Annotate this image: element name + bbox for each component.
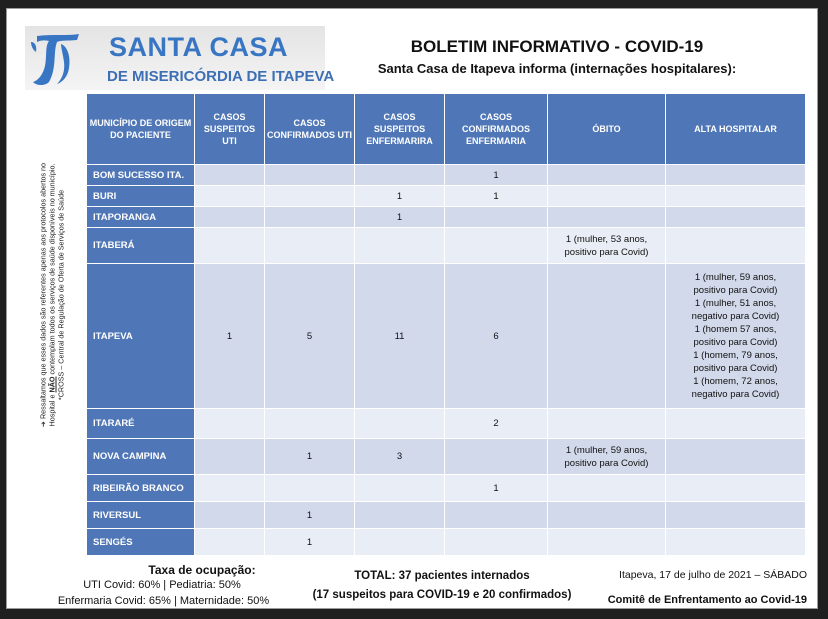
count-cell [195, 529, 265, 556]
count-cell [445, 207, 548, 228]
count-cell [195, 207, 265, 228]
count-cell: 1 [445, 475, 548, 502]
table-row [87, 186, 806, 207]
bulletin-title: BOLETIM INFORMATIVO - COVID-19 [410, 37, 704, 56]
count-cell [445, 439, 548, 475]
table-row [87, 475, 806, 502]
count-cell [195, 409, 265, 439]
death-cell [548, 264, 666, 409]
table-row [87, 409, 806, 439]
total-breakdown: (17 suspeitos para COVID-19 e 20 confirmados) [312, 589, 572, 601]
discharge-note-line: negativo para Covid) [691, 311, 780, 322]
table-row [87, 529, 806, 556]
death-note-line: 1 (mulher, 59 anos, [565, 444, 648, 456]
committee-name: Comitê de Enfrentamento ao Covid-19 [607, 594, 807, 606]
discharge-cell [666, 207, 806, 228]
discharge-note-line: 1 (mulher, 51 anos, [694, 298, 777, 309]
death-cell [548, 502, 666, 529]
death-note-line: positivo para Covid) [564, 457, 649, 469]
discharge-cell [666, 529, 806, 556]
discharge-cell [666, 475, 806, 502]
count-cell [265, 165, 355, 186]
discharge-cell [666, 439, 806, 475]
side-note-line-3: *CROSS – Central de Regulação de Oferta de Serviços de Saúde [56, 189, 66, 401]
discharge-cell [666, 186, 806, 207]
count-cell [195, 228, 265, 264]
count-cell [355, 529, 445, 556]
occupancy-line-1: UTI Covid: 60% | Pediatria: 50% [83, 579, 241, 591]
death-cell [548, 529, 666, 556]
municipality-cell: SENGÉS [87, 529, 195, 556]
count-cell: 1 [265, 529, 355, 556]
table-row [87, 165, 806, 186]
bulletin-date: Itapeva, 17 de julho de 2021 – SÁBADO [619, 569, 807, 581]
table-header-row [87, 94, 806, 165]
santa-casa-logo [25, 26, 335, 90]
count-cell [265, 409, 355, 439]
discharge-note-line: negativo para Covid) [691, 389, 780, 400]
municipality-cell: ITABERÁ [87, 228, 195, 264]
occupancy-title: Taxa de ocupação: [148, 563, 256, 577]
logo-subtitle: DE MISERICÓRDIA DE ITAPEVA [107, 68, 335, 85]
discharge-note-line: positivo para Covid) [693, 285, 778, 296]
municipality-cell: ITAPEVA [87, 264, 195, 409]
death-note-line: 1 (mulher, 53 anos, [565, 233, 648, 245]
municipality-cell: RIBEIRÃO BRANCO [87, 475, 195, 502]
count-cell [445, 502, 548, 529]
table-row [87, 207, 806, 228]
count-cell [355, 228, 445, 264]
bulletin-sheet [6, 8, 818, 609]
count-cell [265, 207, 355, 228]
table-row [87, 228, 806, 264]
column-header: CASOS SUSPEITOS UTI [195, 94, 265, 165]
count-cell: 3 [355, 439, 445, 475]
discharge-note-line: positivo para Covid) [693, 363, 778, 374]
count-cell [195, 186, 265, 207]
death-cell [548, 439, 666, 475]
death-cell [548, 186, 666, 207]
count-cell [195, 439, 265, 475]
column-header: CASOS CONFIRMADOS ENFERMARIA [445, 94, 548, 165]
occupancy-line-2: Enfermaria Covid: 65% | Maternidade: 50% [57, 595, 270, 607]
side-note-line-2: Hospital e NÃO contemplam todos os serviços de saúde disponíveis no município. [47, 163, 57, 427]
side-note-line-1: ➔ Ressaltamos que esses dados são referentes apenas aos protocolos abertos no [38, 162, 48, 428]
side-note [32, 143, 72, 448]
municipality-cell: NOVA CAMPINA [87, 439, 195, 475]
total-patients: TOTAL: 37 pacientes internados [354, 570, 530, 582]
death-cell [548, 409, 666, 439]
count-cell: 11 [355, 264, 445, 409]
discharge-cell [666, 264, 806, 409]
count-cell: 1 [355, 207, 445, 228]
table-row [87, 502, 806, 529]
column-header: ALTA HOSPITALAR [666, 94, 806, 165]
death-note-line: positivo para Covid) [564, 246, 649, 258]
death-cell [548, 475, 666, 502]
count-cell [445, 529, 548, 556]
municipality-cell: BOM SUCESSO ITA. [87, 165, 195, 186]
count-cell [265, 186, 355, 207]
table-row [87, 439, 806, 475]
bulletin-subtitle: Santa Casa de Itapeva informa (internações hospitalares): [377, 61, 737, 76]
count-cell [195, 165, 265, 186]
count-cell: 1 [195, 264, 265, 409]
discharge-note-line: positivo para Covid) [693, 337, 778, 348]
municipality-cell: ITARARÉ [87, 409, 195, 439]
logo-title: SANTA CASA [109, 32, 288, 62]
municipality-cell: RIVERSUL [87, 502, 195, 529]
municipality-cell: ITAPORANGA [87, 207, 195, 228]
discharge-cell [666, 409, 806, 439]
count-cell: 1 [355, 186, 445, 207]
column-header: ÓBITO [548, 94, 666, 165]
column-header: CASOS SUSPEITOS ENFERMARIRA [355, 94, 445, 165]
count-cell [195, 475, 265, 502]
count-cell: 5 [265, 264, 355, 409]
count-cell [445, 228, 548, 264]
count-cell [265, 228, 355, 264]
count-cell [355, 502, 445, 529]
hospitalization-table [86, 93, 806, 556]
count-cell [355, 409, 445, 439]
count-cell [195, 502, 265, 529]
santa-casa-emblem-icon [27, 28, 83, 88]
discharge-cell [666, 502, 806, 529]
death-cell [548, 165, 666, 186]
death-cell [548, 207, 666, 228]
count-cell [265, 475, 355, 502]
count-cell: 1 [265, 439, 355, 475]
discharge-note-line: 1 (homem, 72 anos, [693, 376, 778, 387]
count-cell: 1 [265, 502, 355, 529]
count-cell: 1 [445, 186, 548, 207]
discharge-note-line: 1 (homem 57 anos, [694, 324, 777, 335]
count-cell: 2 [445, 409, 548, 439]
count-cell [355, 165, 445, 186]
death-cell [548, 228, 666, 264]
column-header: CASOS CONFIRMADOS UTI [265, 94, 355, 165]
table-row [87, 264, 806, 409]
discharge-cell [666, 228, 806, 264]
municipality-cell: BURI [87, 186, 195, 207]
discharge-note-line: 1 (homem, 79 anos, [693, 350, 778, 361]
discharge-note-line: 1 (mulher, 59 anos, [694, 272, 777, 283]
count-cell: 6 [445, 264, 548, 409]
column-header: MUNICÍPIO DE ORIGEM DO PACIENTE [87, 94, 195, 165]
count-cell [355, 475, 445, 502]
discharge-cell [666, 165, 806, 186]
count-cell: 1 [445, 165, 548, 186]
